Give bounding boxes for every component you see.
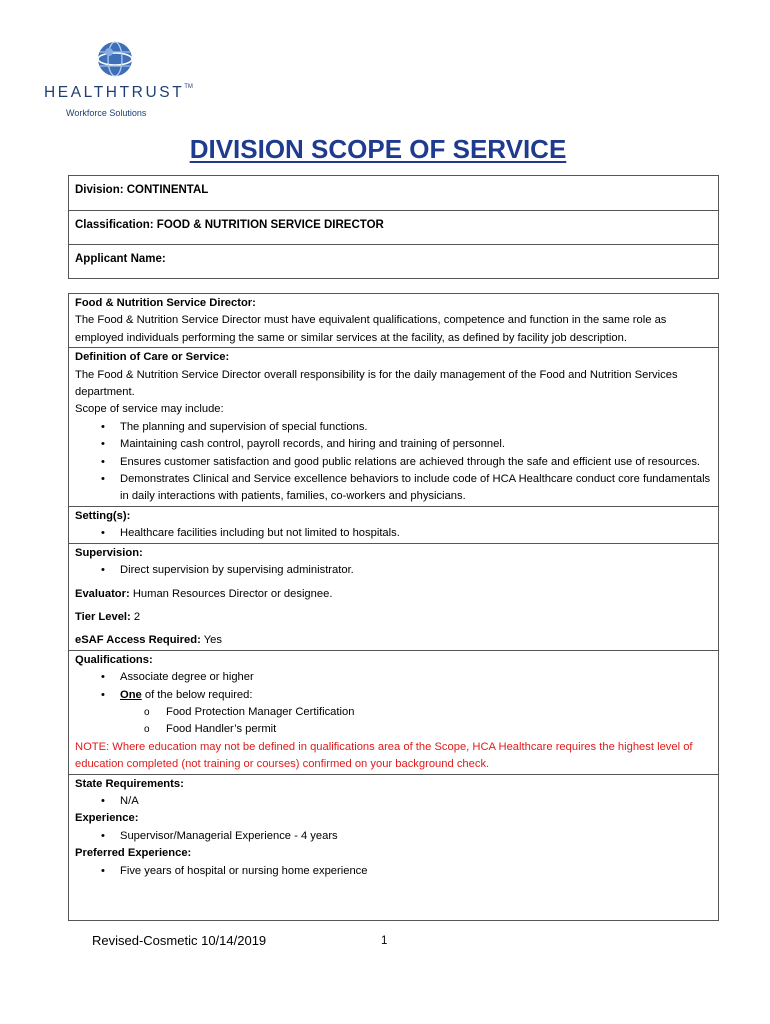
qualifications-list xyxy=(75,669,712,704)
settings-heading: Setting(s): xyxy=(75,509,131,522)
header-table xyxy=(68,175,719,279)
certification-sublist xyxy=(75,704,712,739)
director-text: The Food & Nutrition Service Director must have equivalent qualifications, competence and function in the same role as employed individuals performing the same or similar services at the facility, as defined by facility job description. xyxy=(75,314,667,344)
settings-section xyxy=(69,506,718,543)
page-title: DIVISION SCOPE OF SERVICE xyxy=(189,134,567,164)
list-item: • The planning and supervision of special functions. xyxy=(75,419,712,436)
list-item: • Ensures customer satisfaction and good public relations are achieved through the safe and efficient use of resources. xyxy=(75,454,712,471)
revision-footer: Revised-Cosmetic 10/14/2019 xyxy=(92,933,267,948)
definition-section xyxy=(69,347,718,506)
list-item: • N/A xyxy=(75,793,712,810)
list-item: • Supervisor/Managerial Experience - 4 years xyxy=(75,828,712,845)
experience-heading: Experience: xyxy=(75,812,139,825)
scope-table xyxy=(68,293,719,921)
director-heading: Food & Nutrition Service Director: xyxy=(75,297,256,309)
qualifications-section xyxy=(69,650,718,774)
list-item: • Demonstrates Clinical and Service excellence behaviors to include code of HCA Healthcare conduct core fundamentals in daily interactions with patients, families, co-workers and physicians. xyxy=(75,471,712,506)
list-item: • Healthcare facilities including but not limited to hospitals. xyxy=(75,525,712,542)
supervision-list xyxy=(75,562,712,579)
globe-icon xyxy=(96,40,134,78)
education-note: NOTE: Where education may not be defined in qualifications area of the Scope, HCA Healthcare requires the highest level of education completed (not training or courses) confirmed on your background check. xyxy=(75,740,693,771)
applicant-name-row: Applicant Name: xyxy=(69,244,718,278)
evaluator-line: Evaluator: Human Resources Director or designee. xyxy=(75,587,333,600)
logo-wordmark: HEALTHTRUST™ xyxy=(44,84,193,101)
list-item: • Five years of hospital or nursing home experience xyxy=(75,863,712,880)
state-list xyxy=(75,793,712,810)
supervision-section xyxy=(69,543,718,650)
tier-level-line: Tier Level: 2 xyxy=(75,610,141,623)
preferred-experience-list xyxy=(75,863,712,880)
classification-row: Classification: FOOD & NUTRITION SERVICE DIRECTOR xyxy=(69,210,718,244)
page-number: 1 xyxy=(381,935,388,947)
settings-list xyxy=(75,525,712,542)
list-item: • Maintaining cash control, payroll records, and hiring and training of personnel. xyxy=(75,436,712,453)
experience-list xyxy=(75,828,712,845)
definition-heading: Definition of Care or Service: xyxy=(75,351,230,364)
definition-text: The Food & Nutrition Service Director overall responsibility is for the daily management of the Food and Nutrition Services department. xyxy=(75,368,678,399)
scope-intro: Scope of service may include: xyxy=(75,403,224,416)
preferred-experience-heading: Preferred Experience: xyxy=(75,847,192,860)
director-section xyxy=(69,294,718,347)
healthtrust-logo xyxy=(44,40,204,122)
division-row: Division: CONTINENTAL xyxy=(75,184,209,196)
scope-list xyxy=(75,419,712,506)
list-item: • Associate degree or higher xyxy=(75,669,712,686)
list-item: o Food Handler’s permit xyxy=(75,721,712,738)
list-item: • One of the below required: xyxy=(75,687,712,704)
list-item: • Direct supervision by supervising administrator. xyxy=(75,562,712,579)
state-requirements-section xyxy=(69,774,718,880)
logo-subtitle: Workforce Solutions xyxy=(66,108,147,118)
supervision-heading: Supervision: xyxy=(75,546,143,559)
state-heading: State Requirements: xyxy=(75,777,184,790)
qualifications-heading: Qualifications: xyxy=(75,653,153,666)
list-item: o Food Protection Manager Certification xyxy=(75,704,712,721)
esaf-line: eSAF Access Required: Yes xyxy=(75,634,222,647)
